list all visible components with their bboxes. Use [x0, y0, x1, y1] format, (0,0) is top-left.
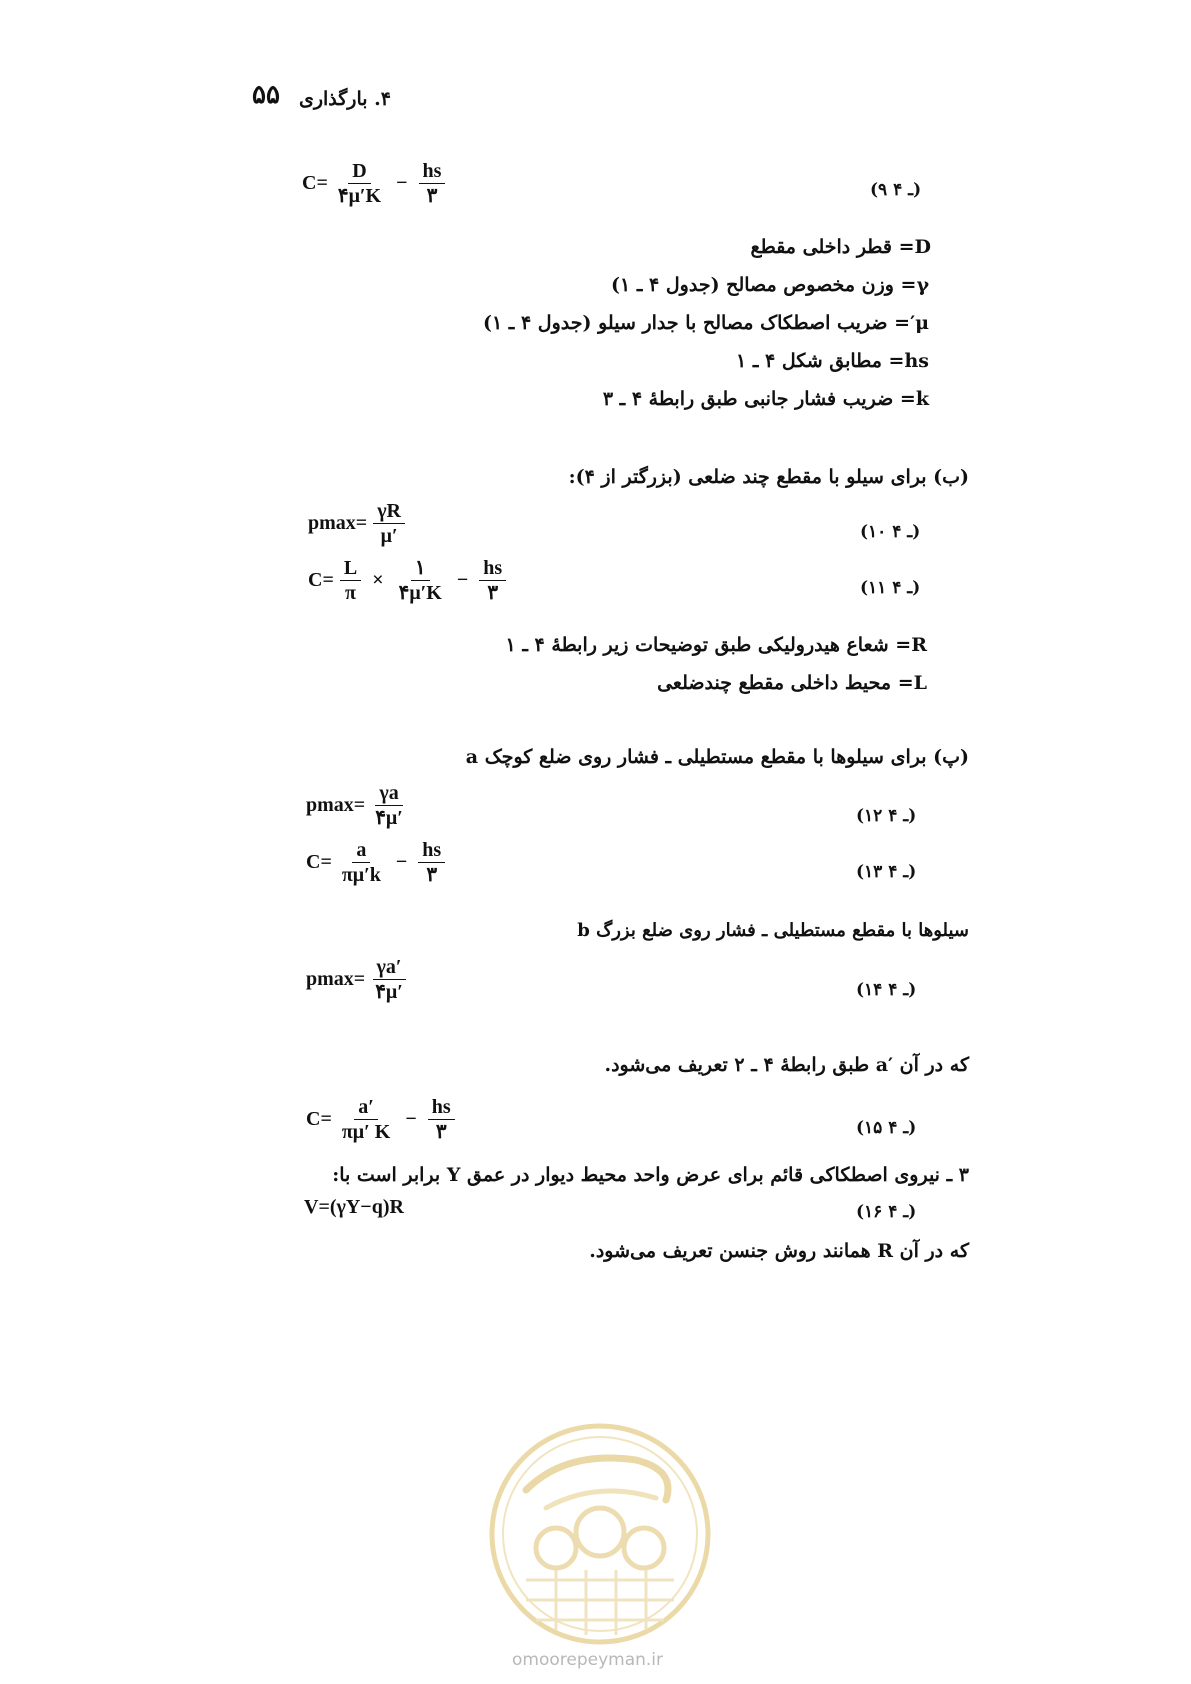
equation-15 — [306, 1096, 461, 1143]
equation-14 — [306, 956, 413, 1003]
eq11-f2-den: ۴μ′K — [398, 582, 442, 604]
eq11-f1-num: L — [340, 557, 361, 581]
eq15-f1-num: a′ — [354, 1096, 378, 1120]
eq9-frac1-den: ۴μ′K — [337, 185, 382, 207]
eq14-frac — [371, 956, 407, 1003]
eq11-f2-num: ۱ — [411, 557, 430, 581]
eq13-frac2 — [418, 839, 445, 886]
definition-k: k= ضریب فشار جانبی طبق رابطهٔ ۴ ـ ۳ — [602, 388, 929, 410]
section-3-note: که در آن R همانند روش جنسن تعریف می‌شود. — [589, 1240, 969, 1262]
eq13-f1-num: a — [352, 839, 370, 863]
eq10-num: γR — [373, 500, 405, 524]
eq14-den: ۴μ′ — [375, 981, 403, 1003]
eq13-f2-den: ۳ — [426, 864, 438, 886]
eq13-number: (۱۳ ـ ۴) — [856, 862, 917, 882]
eq15-minus: − — [405, 1108, 417, 1130]
eq11-lhs: C= — [308, 569, 334, 591]
eq12-lhs: pmax= — [306, 794, 366, 816]
section-b-heading: (ب) برای سیلو با مقطع چند ضلعی (بزرگتر از ۴): — [568, 466, 969, 488]
section-c-heading: (پ) برای سیلوها با مقطع مستطیلی ـ فشار روی ضلع کوچک a — [465, 746, 969, 768]
equation-13 — [306, 839, 451, 886]
definition-gamma: γ= وزن مخصوص مصالح (جدول ۴ ـ ۱) — [611, 274, 929, 296]
eq10-den: μ′ — [380, 525, 398, 547]
eq9-lhs: C= — [302, 172, 328, 194]
eq10-number: (۱۰ ـ ۴) — [860, 522, 921, 542]
eq9-frac2-den: ۳ — [426, 185, 438, 207]
eq16-number: (۱۶ ـ ۴) — [856, 1202, 917, 1222]
eq15-frac2 — [428, 1096, 455, 1143]
chapter-title: ۴. بارگذاری — [298, 88, 391, 110]
watermark-site: omoorepeyman.ir — [512, 1650, 664, 1670]
eq11-times: × — [372, 569, 384, 591]
section-c-subheading: سیلوها با مقطع مستطیلی ـ فشار روی ضلع بزرگ b — [577, 920, 969, 941]
eq9-frac1-num: D — [348, 160, 370, 184]
definition-l: L= محیط داخلی مقطع چندضلعی — [657, 672, 927, 694]
eq12-number: (۱۲ ـ ۴) — [856, 806, 917, 826]
eq15-f2-num: hs — [428, 1096, 455, 1120]
eq15-number: (۱۵ ـ ۴) — [856, 1118, 917, 1138]
eq9-number: (۹ ـ ۴) — [870, 180, 922, 200]
eq9-minus: − — [396, 172, 408, 194]
a-prime-note: که در آن ′a طبق رابطهٔ ۴ ـ ۲ تعریف می‌شود. — [604, 1054, 969, 1076]
eq11-frac3 — [479, 557, 506, 604]
equation-10 — [308, 500, 411, 547]
eq13-lhs: C= — [306, 851, 332, 873]
eq11-f3-den: ۳ — [487, 582, 499, 604]
definition-hs: hs= مطابق شکل ۴ ـ ۱ — [735, 350, 929, 372]
eq13-minus: − — [395, 851, 408, 873]
eq10-frac — [373, 500, 405, 547]
eq12-frac — [371, 782, 407, 829]
page-number: ۵۵ — [252, 80, 280, 110]
equation-12 — [306, 782, 413, 829]
eq12-den: ۴μ′ — [375, 807, 403, 829]
eq11-f1-den: π — [345, 582, 356, 604]
eq9-frac2-num: hs — [419, 160, 446, 184]
eq11-number: (۱۱ ـ ۴) — [860, 578, 921, 598]
eq12-num: γa — [375, 782, 402, 806]
eq14-lhs: pmax= — [306, 968, 366, 990]
eq13-frac1 — [338, 839, 385, 886]
eq11-f3-num: hs — [479, 557, 506, 581]
eq15-lhs: C= — [306, 1108, 332, 1130]
definition-d: D= قطر داخلی مقطع — [750, 236, 931, 258]
eq9-frac2 — [419, 160, 446, 207]
eq9-frac1 — [334, 160, 385, 207]
equation-11 — [308, 557, 512, 604]
watermark-logo — [486, 1420, 714, 1648]
definition-r: R= شعاع هیدرولیکی طبق توضیحات زیر رابطهٔ ۴ ـ ۱ — [505, 634, 927, 656]
eq15-f1-den: πμ′ K — [341, 1121, 391, 1143]
eq13-f1-den: πμ′k — [341, 864, 381, 886]
definition-mu: μ′= ضریب اصطکاک مصالح با جدار سیلو (جدول ۴ ـ ۱) — [482, 312, 929, 334]
section-3-text: ۳ ـ نیروی اصطکاکی قائم برای عرض واحد محیط دیوار در عمق Y برابر است با: — [332, 1164, 969, 1186]
eq14-number: (۱۴ ـ ۴) — [856, 980, 917, 1000]
equation-9 — [302, 160, 451, 207]
eq15-frac1 — [338, 1096, 394, 1143]
eq11-frac2 — [395, 557, 446, 604]
eq11-minus: − — [456, 569, 469, 591]
eq15-f2-den: ۳ — [435, 1121, 447, 1143]
eq11-frac1 — [340, 557, 361, 604]
eq10-lhs: pmax= — [308, 512, 368, 534]
eq13-f2-num: hs — [418, 839, 445, 863]
eq14-num: γa′ — [373, 956, 406, 980]
equation-16: V=(γY−q)R — [304, 1196, 404, 1218]
